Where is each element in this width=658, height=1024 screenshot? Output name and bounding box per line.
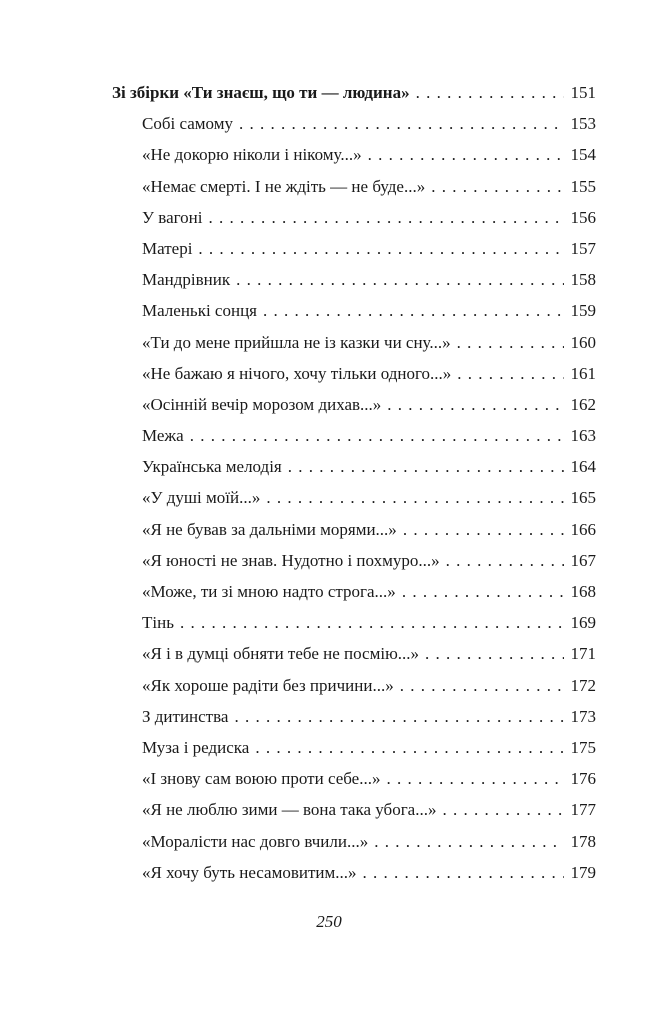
entry-title: Матері: [142, 238, 193, 258]
entry-title: «Я не люблю зими — вона така убога...»: [142, 800, 437, 820]
entry-title: «Я не бував за дальніми морями...»: [142, 519, 397, 539]
toc-entry: [112, 832, 596, 863]
dot-leader: [180, 613, 564, 633]
toc-entry: [112, 676, 596, 707]
dot-leader: [402, 582, 564, 602]
entry-title: Собі самому: [142, 114, 233, 134]
entry-title: «Я хочу буть несамовитим...»: [142, 862, 357, 882]
entry-title: З дитинства: [142, 706, 229, 726]
toc-entry: [112, 208, 596, 239]
page-number: 179: [570, 862, 596, 882]
entry-title: «Я і в думці обняти тебе не посмію...»: [142, 644, 420, 664]
dot-leader: [400, 676, 564, 696]
entry-title: Тінь: [142, 613, 174, 633]
page-number: 164: [570, 457, 596, 477]
entry-title: Межа: [142, 426, 184, 446]
entry-title: «Не докорю ніколи і нікому...»: [142, 145, 362, 165]
page-number: 163: [570, 426, 596, 446]
page-number: 175: [570, 737, 596, 757]
dot-leader: [403, 520, 564, 540]
toc-entry: [112, 177, 596, 208]
dot-leader: [288, 457, 564, 477]
toc-entry: [112, 613, 596, 644]
dot-leader: [363, 863, 564, 883]
toc-entry: [112, 457, 596, 488]
page-number: 158: [570, 270, 596, 290]
dot-leader: [442, 800, 564, 820]
page-folio: 250: [316, 912, 342, 931]
entry-title: Українська мелодія: [142, 457, 282, 477]
entry-title: «Моралісти нас довго вчили...»: [142, 831, 369, 851]
toc-entry: [112, 426, 596, 457]
dot-leader: [266, 488, 564, 508]
page-number: 165: [570, 488, 596, 508]
dot-leader: [457, 364, 564, 384]
page-number: 161: [570, 363, 596, 383]
dot-leader: [209, 208, 564, 228]
page-number: 171: [570, 644, 596, 664]
section-title: Зі збірки «Ти знаєш, що ти — людина»: [112, 83, 410, 102]
dot-leader: [416, 83, 564, 103]
page-number: 154: [570, 145, 596, 165]
dot-leader: [263, 301, 564, 321]
toc-entry: [112, 114, 596, 145]
page-number: 162: [570, 394, 596, 414]
toc-section-heading: [112, 83, 596, 114]
page-number: 151: [570, 83, 596, 102]
toc-entry: [112, 520, 596, 551]
page-number: 168: [570, 582, 596, 601]
page-number: 178: [570, 831, 596, 851]
entry-title: «У душі моїй...»: [142, 488, 261, 508]
entry-title: «Як хороше радіти без причини...»: [142, 675, 394, 695]
entry-title: «Може, ти зі мною надто строга...»: [142, 582, 396, 601]
page-number: 172: [570, 675, 596, 695]
toc-entry: [112, 707, 596, 738]
toc-entry: [112, 270, 596, 301]
dot-leader: [190, 426, 564, 446]
page-number: 157: [570, 238, 596, 258]
toc-entry: [112, 488, 596, 519]
page-number: 166: [570, 519, 596, 539]
toc-entry: [112, 644, 596, 675]
entry-title: «Не бажаю я нічого, хочу тільки одного...»: [142, 363, 452, 383]
dot-leader: [446, 551, 564, 571]
entry-title: Мандрівник: [142, 270, 231, 290]
page-number: 160: [570, 332, 596, 352]
toc-entry: [112, 239, 596, 270]
toc-entry: [112, 395, 596, 426]
toc-entry: [112, 364, 596, 395]
toc-entry: [112, 582, 596, 613]
page-number: 156: [570, 207, 596, 227]
dot-leader: [198, 239, 564, 259]
entry-title: У вагоні: [142, 207, 203, 227]
page-number: 167: [570, 550, 596, 570]
dot-leader: [368, 145, 564, 165]
dot-leader: [234, 707, 564, 727]
dot-leader: [386, 769, 564, 789]
dot-leader: [431, 177, 564, 197]
toc-entry: [112, 333, 596, 364]
entry-title: Маленькі сонця: [142, 301, 257, 321]
toc-entry: [112, 301, 596, 332]
dot-leader: [387, 395, 564, 415]
entry-title: «Я юності не знав. Нудотно і похмуро...»: [142, 550, 440, 570]
page-number: 173: [570, 706, 596, 726]
page-number: 177: [570, 800, 596, 820]
entry-title: «І знову сам воюю проти себе...»: [142, 769, 381, 789]
toc-entry: [112, 800, 596, 831]
entry-title: «Немає смерті. І не ждіть — не буде...»: [142, 176, 426, 196]
toc-entry: [112, 863, 596, 894]
toc-entry: [112, 769, 596, 800]
page-number: 159: [570, 301, 596, 321]
dot-leader: [457, 333, 564, 353]
dot-leader: [236, 270, 564, 290]
dot-leader: [425, 644, 564, 664]
toc-entry: [112, 551, 596, 582]
table-of-contents: [112, 83, 596, 894]
page-number: 176: [570, 769, 596, 789]
toc-entry: [112, 145, 596, 176]
dot-leader: [374, 832, 564, 852]
entry-title: Муза і редиска: [142, 737, 250, 757]
page-number: 153: [570, 114, 596, 134]
entry-title: «Осінній вечір морозом дихав...»: [142, 394, 382, 414]
entry-title: «Ти до мене прийшла не із казки чи сну...»: [142, 332, 451, 352]
dot-leader: [239, 114, 564, 134]
toc-entry: [112, 738, 596, 769]
dot-leader: [255, 738, 564, 758]
page-number: 155: [570, 176, 596, 196]
page-number: 169: [570, 613, 596, 633]
